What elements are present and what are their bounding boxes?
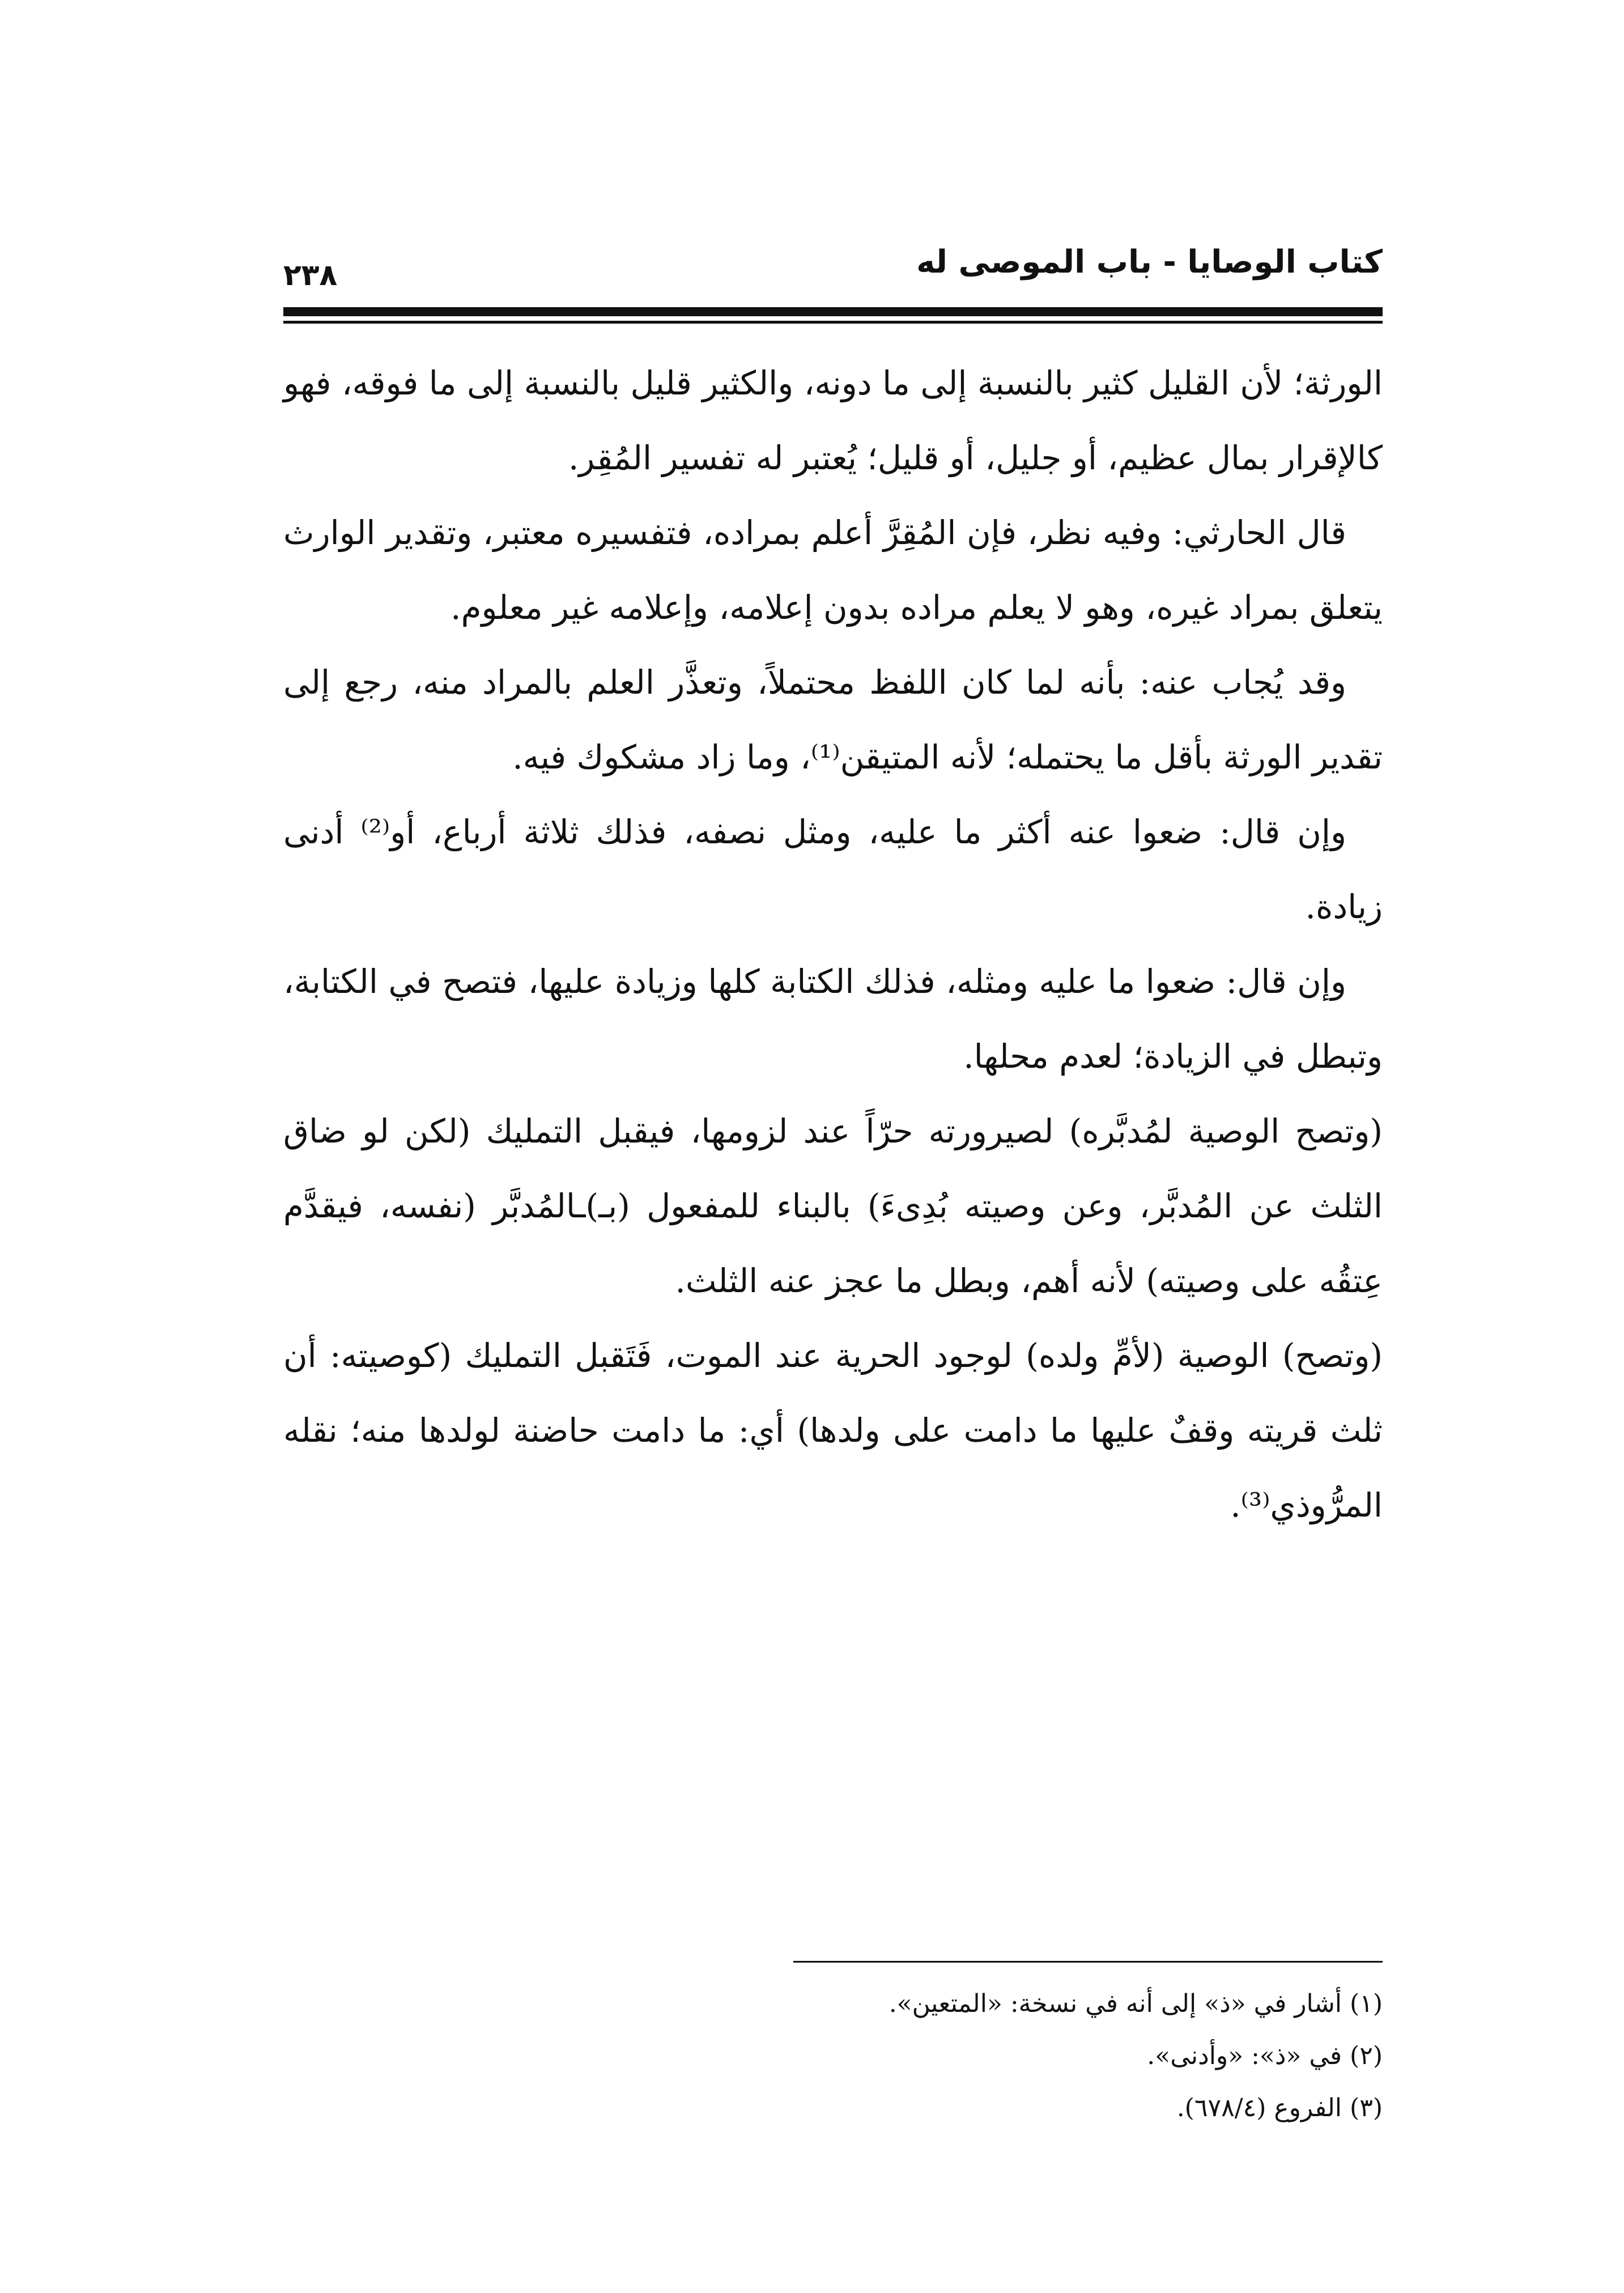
- paragraph: الورثة؛ لأن القليل كثير بالنسبة إلى ما دونه، والكثير قليل بالنسبة إلى ما فوقه، فهو كالإقرار بمال عظيم، أو جليل، أو قليل؛ يُعتبر له تفسير المُقِر.: [283, 364, 1383, 477]
- running-title: كتاب الوصايا - باب الموصى له: [916, 244, 1383, 281]
- paragraph: وإن قال: ضعوا عنه أكثر ما عليه، ومثل نصفه، فذلك ثلاثة أرباع، أو⁽²⁾ أدنى زيادة.: [283, 813, 1383, 926]
- paragraph: وإن قال: ضعوا ما عليه ومثله، فذلك الكتابة كلها وزيادة عليها، فتصح في الكتابة، وتبطل في الزيادة؛ لعدم محلها.: [283, 962, 1383, 1076]
- paragraph: (وتصح الوصية لمُدبَّره) لصيرورته حرّاً عند لزومها، فيقبل التمليك (لكن لو ضاق الثلث عن المُدبَّر، وعن وصيته بُدِىءَ) بالبناء للمفعول (بـ)ـالمُدبَّر (نفسه، فيقدَّم عِتقُه على وصيته) لأنه أهم، وبطل ما عجز عنه الثلث.: [283, 1112, 1383, 1300]
- footnote-separator: [793, 1961, 1383, 1963]
- page-header: [283, 238, 1383, 323]
- header-rule-thick: [283, 307, 1383, 316]
- main-text: [283, 346, 1383, 1543]
- page-number: ٢٣٨: [283, 258, 338, 292]
- paragraph: (وتصح) الوصية (لأمِّ ولده) لوجود الحرية عند الموت، فَتَقبل التمليك (كوصيته: أن ثلث قريته وقفٌ عليها ما دامت على ولدها) أي: ما دامت حاضنة لولدها منه؛ نقله المرُّوذي⁽³⁾.: [283, 1336, 1383, 1525]
- footnote: (٢) في «ذ»: «وأدنى».: [1147, 2041, 1383, 2070]
- footnote: (٣) الفروع (٦٧٨/٤).: [1176, 2094, 1383, 2122]
- book-page: [283, 238, 1383, 2222]
- header-rule-thin: [283, 321, 1383, 324]
- footnotes: [283, 1978, 1383, 2134]
- footnote: (١) أشار في «ذ» إلى أنه في نسخة: «المتعين».: [888, 1989, 1383, 2018]
- paragraph: قال الحارثي: وفيه نظر، فإن المُقِرَّ أعلم بمراده، فتفسيره معتبر، وتقدير الوارث يتعلق بمراد غيره، وهو لا يعلم مراده بدون إعلامه، وإعلامه غير معلوم.: [283, 513, 1383, 627]
- paragraph: وقد يُجاب عنه: بأنه لما كان اللفظ محتملاً، وتعذَّر العلم بالمراد منه، رجع إلى تقدير الورثة بأقل ما يحتمله؛ لأنه المتيقن⁽¹⁾، وما زاد مشكوك فيه.: [283, 663, 1383, 776]
